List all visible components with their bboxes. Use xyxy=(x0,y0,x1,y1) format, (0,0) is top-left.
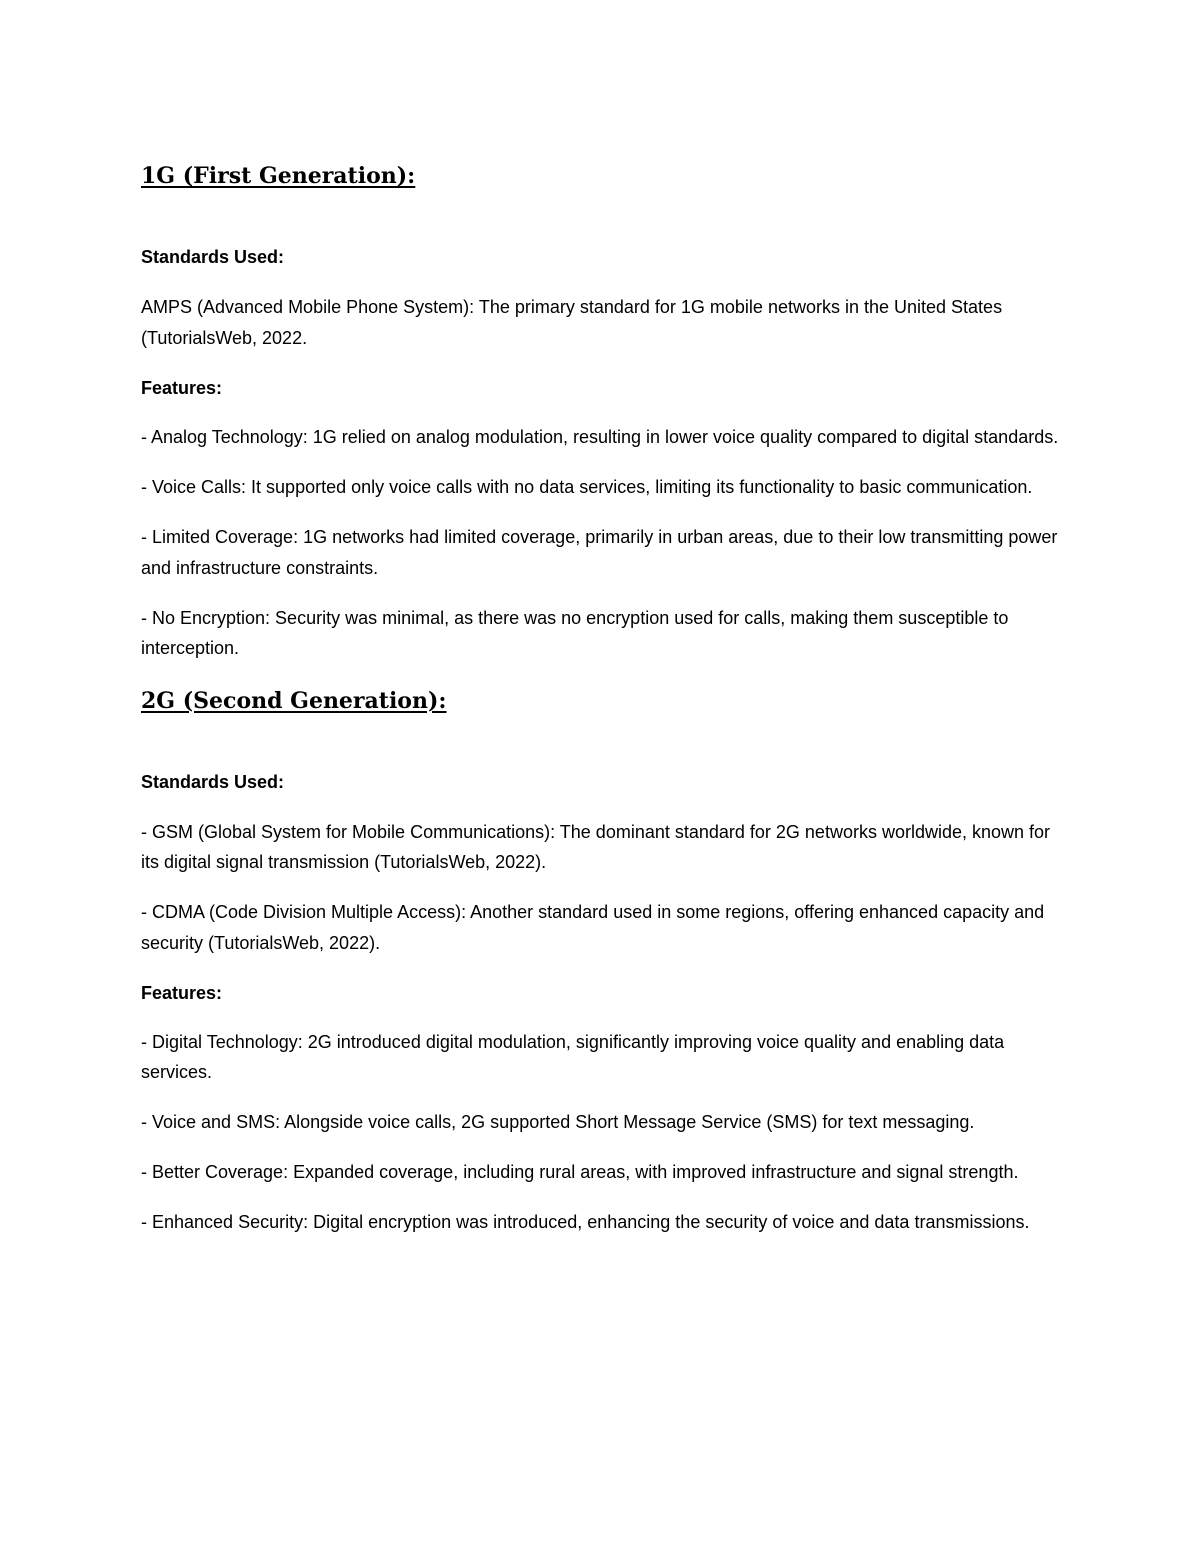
section-heading: 1G (First Generation): xyxy=(141,163,416,189)
feature-item: - No Encryption: Security was minimal, as there was no encryption used for calls, making them susceptible to interception. xyxy=(141,607,1009,658)
standard-item: - CDMA (Code Division Multiple Access): Another standard used in some regions, offering enhanced capacity and security (TutorialsWeb, 2022). xyxy=(141,902,1045,953)
standard-item: AMPS (Advanced Mobile Phone System): The primary standard for 1G mobile networks in the United States (TutorialsWeb, 2022. xyxy=(141,297,1003,348)
features-label: Features: xyxy=(141,982,223,1003)
feature-item: - Better Coverage: Expanded coverage, including rural areas, with improved infrastructure and signal strength. xyxy=(141,1162,1019,1182)
standards-label: Standards Used: xyxy=(141,771,285,792)
standards-label: Standards Used: xyxy=(141,247,285,267)
section-heading: 2G (Second Generation): xyxy=(141,687,447,714)
document-body xyxy=(141,160,1066,1257)
feature-item: - Analog Technology: 1G relied on analog modulation, resulting in lower voice quality compared to digital standards. xyxy=(141,427,1059,447)
feature-item: - Digital Technology: 2G introduced digital modulation, significantly improving voice quality and enabling data services. xyxy=(141,1031,1005,1082)
standard-item: - GSM (Global System for Mobile Communications): The dominant standard for 2G networks worldwide, known for its digital signal transmission (TutorialsWeb, 2022). xyxy=(141,821,1051,872)
feature-item: - Limited Coverage: 1G networks had limited coverage, primarily in urban areas, due to their low transmitting power and infrastructure constraints. xyxy=(141,527,1058,578)
feature-item: - Voice Calls: It supported only voice calls with no data services, limiting its functionality to basic communication. xyxy=(141,477,1033,497)
section-2g xyxy=(141,685,1066,1238)
section-1g xyxy=(141,160,1066,664)
feature-item: - Voice and SMS: Alongside voice calls, 2G supported Short Message Service (SMS) for text messaging. xyxy=(141,1112,975,1132)
feature-item: - Enhanced Security: Digital encryption was introduced, enhancing the security of voice and data transmissions. xyxy=(141,1212,1030,1232)
features-label: Features: xyxy=(141,378,223,398)
